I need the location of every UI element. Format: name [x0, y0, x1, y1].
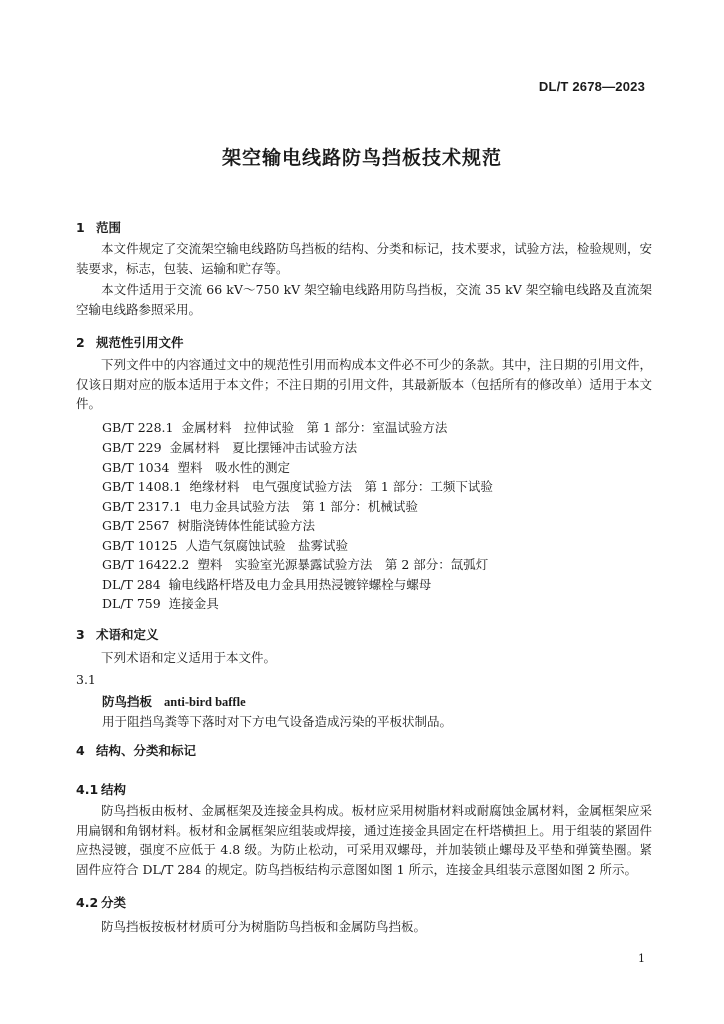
section-heading-1: [76, 218, 121, 236]
paragraph-text: 下列术语和定义适用于本文件。: [101, 650, 277, 665]
term-definition: 用于阻挡鸟粪等下落时对下方电气设备造成污染的平板状制品。: [102, 714, 453, 729]
reference-code: GB/T 2567: [102, 518, 170, 533]
reference-item: [102, 418, 447, 436]
reference-item: [102, 555, 488, 573]
structure-paragraph: [76, 801, 652, 879]
term-name-en: anti-bird baffle: [164, 695, 246, 709]
reference-code: GB/T 10125: [102, 538, 178, 553]
normative-references-intro: [76, 355, 652, 414]
paragraph-text: 本文件规定了交流架空输电线路防鸟挡板的结构、分类和标记，技术要求，试验方法，检验规则，安装要求，标志，包装、运输和贮存等。: [76, 241, 652, 276]
scope-paragraph-2: [76, 280, 652, 319]
reference-item: [102, 575, 431, 593]
reference-title: 金属材料 拉伸试验 第 1 部分：室温试验方法: [181, 420, 448, 435]
section-number: 1: [76, 220, 85, 235]
reference-code: GB/T 16422.2: [102, 557, 190, 572]
scope-paragraph-1: [76, 239, 652, 278]
section-number: 3: [76, 627, 85, 642]
subsection-title: 结构: [101, 782, 127, 797]
section-heading-3: [76, 625, 159, 643]
reference-item: [102, 516, 315, 534]
reference-title: 人造气氛腐蚀试验 盐雾试验: [185, 538, 348, 553]
section-title: 范围: [96, 220, 122, 235]
reference-title: 塑料 吸水性的测定: [177, 460, 291, 475]
term-number: 3.1: [76, 672, 96, 687]
section-number: 4: [76, 743, 85, 758]
subsection-number: 4.2: [76, 895, 99, 910]
section-heading-2: [76, 333, 184, 351]
paragraph-text: 下列文件中的内容通过文中的规范性引用而构成本文件必不可少的条款。其中，注日期的引用文件，仅该日期对应的版本适用于本文件；不注日期的引用文件，其最新版本（包括所有的修改单）适用于本文件。: [76, 357, 652, 411]
reference-title: 连接金具: [168, 596, 219, 611]
paragraph-text: 防鸟挡板按板材材质可分为树脂防鸟挡板和金属防鸟挡板。: [101, 919, 427, 934]
reference-item: [102, 594, 219, 612]
standard-code: DL/T 2678—2023: [538, 79, 645, 94]
reference-code: GB/T 1408.1: [102, 479, 182, 494]
reference-item: [102, 477, 493, 495]
reference-code: DL/T 759: [102, 596, 161, 611]
subsection-heading-4-2: [76, 893, 126, 911]
reference-code: DL/T 284: [102, 577, 161, 592]
reference-code: GB/T 228.1: [102, 420, 174, 435]
reference-code: GB/T 2317.1: [102, 499, 182, 514]
reference-item: [102, 497, 418, 515]
term-name-zh: 防鸟挡板: [102, 694, 153, 709]
section-title: 结构、分类和标记: [96, 743, 197, 758]
term-name: [102, 692, 246, 710]
document-title: 架空输电线路防鸟挡板技术规范: [221, 147, 502, 169]
reference-item: [102, 536, 348, 554]
reference-item: [102, 458, 290, 476]
terms-intro: [76, 648, 652, 668]
reference-title: 树脂浇铸体性能试验方法: [177, 518, 316, 533]
section-heading-4: [76, 741, 196, 759]
paragraph-text: 防鸟挡板由板材、金属框架及连接金具构成。板材应采用树脂材料或耐腐蚀金属材料，金属框架应采用扁钢和角钢材料。板材和金属框架应组装或焊接，通过连接金具固定在杆塔横担上。用于组装的紧固件应热浸镀，强度不应低于 4.8 级。为防止松动，可采用双螺母，并加装锁止螺母及平垫和弹簧垫圈。紧固件应符合 DL/T 284 的规定。防鸟挡板结构示意图如图 1 所示，连接金具组装示意图如图 2 所示。: [76, 803, 652, 877]
reference-title: 塑料 实验室光源暴露试验方法 第 2 部分：氙弧灯: [197, 557, 489, 572]
reference-title: 输电线路杆塔及电力金具用热浸镀锌螺栓与螺母: [168, 577, 432, 592]
subsection-number: 4.1: [76, 782, 99, 797]
reference-item: [102, 438, 357, 456]
reference-title: 绝缘材料 电气强度试验方法 第 1 部分：工频下试验: [189, 479, 493, 494]
subsection-heading-4-1: [76, 780, 126, 798]
section-title: 术语和定义: [96, 627, 159, 642]
page-number: 1: [638, 952, 645, 965]
classification-paragraph: [76, 917, 652, 937]
reference-code: GB/T 229: [102, 440, 162, 455]
reference-title: 电力金具试验方法 第 1 部分：机械试验: [189, 499, 418, 514]
reference-title: 金属材料 夏比摆锤冲击试验方法: [169, 440, 358, 455]
paragraph-text: 本文件适用于交流 66 kV～750 kV 架空输电线路用防鸟挡板，交流 35 kV 架空输电线路及直流架空输电线路参照采用。: [76, 282, 652, 317]
reference-code: GB/T 1034: [102, 460, 170, 475]
section-title: 规范性引用文件: [96, 335, 184, 350]
subsection-title: 分类: [101, 895, 127, 910]
section-number: 2: [76, 335, 85, 350]
